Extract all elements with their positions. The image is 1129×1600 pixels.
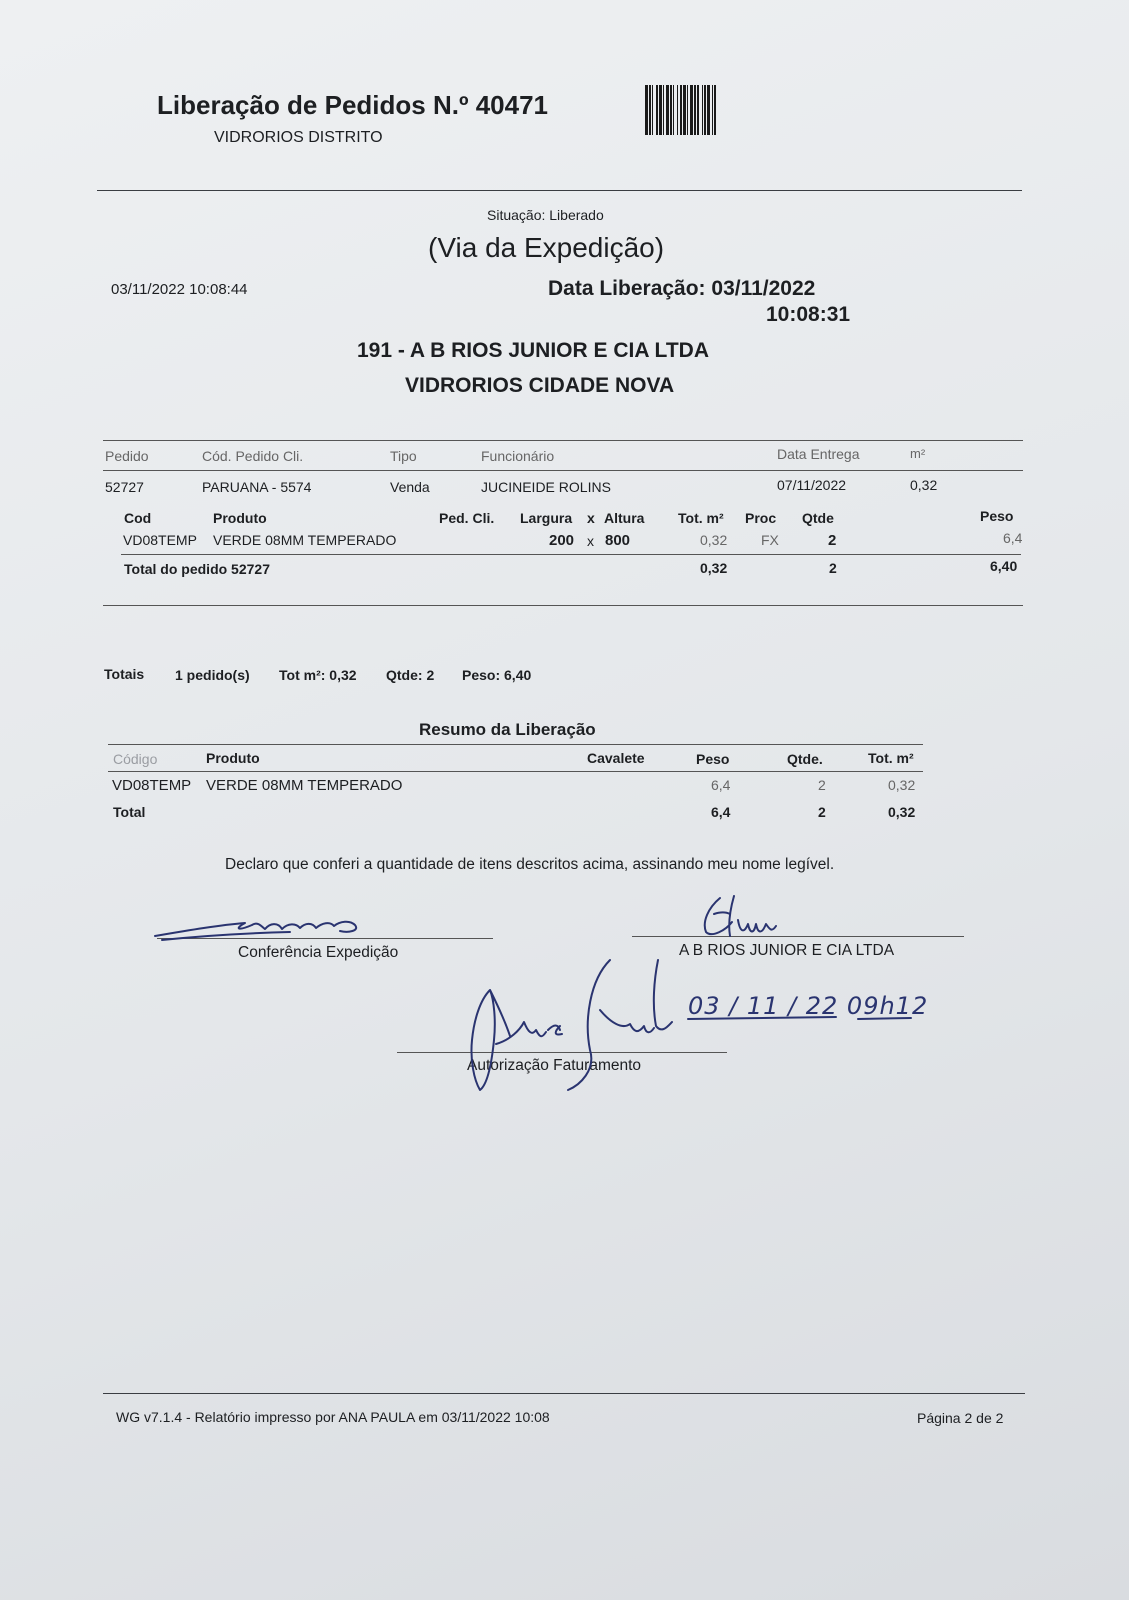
barcode-bar: [670, 85, 672, 135]
release-time: 10:08:31: [766, 303, 851, 326]
barcode-bar: [666, 85, 669, 135]
order-m2: 0,32: [910, 477, 938, 493]
barcode-bar: [707, 85, 710, 135]
barcode-bar: [697, 85, 699, 135]
summary-product: VERDE 08MM TEMPERADO: [206, 777, 403, 794]
autorizacao-signature: [450, 960, 680, 1100]
barcode-bar: [690, 85, 693, 135]
barcode-bar: [677, 85, 678, 135]
summary-total-peso: 6,4: [711, 804, 731, 820]
totals-peso: Peso: 6,40: [462, 667, 532, 683]
col-cod-pedido-cli: Cód. Pedido Cli.: [202, 448, 304, 464]
barcode-bar: [680, 85, 682, 135]
divider: [103, 605, 1023, 606]
footer-page-number: Página 2 de 2: [917, 1410, 1004, 1426]
client-name: 191 - A B RIOS JUNIOR E CIA LTDA: [357, 339, 709, 362]
barcode: [645, 85, 719, 135]
totals-qtde: Qtde: 2: [386, 667, 435, 683]
summary-code: VD08TEMP: [112, 777, 192, 794]
client-order-code: PARUANA - 5574: [202, 479, 312, 495]
printed-timestamp: 03/11/2022 10:08:44: [111, 281, 248, 298]
col-summary-peso: Peso: [696, 751, 730, 767]
col-qtde: Qtde: [802, 510, 834, 526]
item-tot-m2: 0,32: [700, 532, 728, 548]
summary-total-label: Total: [113, 804, 146, 820]
summary-header-rule: [108, 771, 923, 772]
item-height: 800: [605, 532, 631, 549]
barcode-bar: [687, 85, 688, 135]
barcode-bar: [663, 85, 664, 135]
col-summary-produto: Produto: [206, 750, 260, 766]
item-proc: FX: [761, 532, 779, 548]
status-label: Situação: Liberado: [487, 207, 604, 223]
divider: [97, 190, 1022, 191]
item-x: x: [587, 533, 594, 549]
col-peso: Peso: [980, 508, 1014, 524]
table-header-rule: [103, 470, 1023, 471]
delivery-date: 07/11/2022: [777, 477, 847, 493]
col-codigo: Código: [113, 751, 158, 767]
barcode-bar: [702, 85, 703, 135]
col-cavalete: Cavalete: [587, 750, 645, 766]
col-tot-m2: Tot. m²: [678, 510, 724, 526]
item-peso: 6,4: [1003, 530, 1023, 546]
release-date: Data Liberação: 03/11/2022: [548, 277, 816, 300]
summary-top-rule: [108, 744, 923, 745]
footer-rule: [103, 1393, 1025, 1394]
col-ped-cli: Ped. Cli.: [439, 510, 495, 526]
table-top-rule: [103, 440, 1023, 441]
document-title: Liberação de Pedidos N.º 40471: [157, 90, 548, 120]
client-signature: [690, 890, 800, 940]
col-m2: m²: [910, 446, 926, 461]
summary-total-qtde: 2: [818, 804, 826, 820]
summary-title: Resumo da Liberação: [419, 720, 596, 739]
barcode-bar: [704, 85, 706, 135]
totals-orders: 1 pedido(s): [175, 667, 250, 683]
footer-printed-by: WG v7.1.4 - Relatório impresso por ANA PAULA em 03/11/2022 10:08: [116, 1409, 550, 1425]
barcode-bar: [714, 85, 716, 135]
order-total-qtde: 2: [829, 560, 837, 576]
items-total-rule: [121, 554, 1021, 555]
summary-qtde: 2: [818, 777, 826, 793]
order-type: Venda: [390, 479, 430, 495]
order-total-peso: 6,40: [990, 558, 1018, 574]
col-data-entrega: Data Entrega: [777, 446, 860, 462]
conferencia-signature: [150, 905, 380, 945]
item-width: 200: [549, 532, 575, 549]
summary-total-m2: 0,32: [888, 804, 916, 820]
barcode-bar: [683, 85, 686, 135]
handwritten-date-underline: [686, 1014, 926, 1026]
col-proc: Proc: [745, 510, 777, 526]
totals-m2: Tot m²: 0,32: [279, 667, 357, 683]
barcode-bar: [659, 85, 662, 135]
barcode-bar: [649, 85, 651, 135]
totals-label: Totais: [104, 666, 145, 682]
declaration-text: Declaro que conferi a quantidade de itens descritos acima, assinando meu nome legível.: [225, 856, 835, 873]
col-altura: Altura: [604, 510, 645, 526]
col-tipo: Tipo: [390, 448, 417, 464]
summary-peso: 6,4: [711, 777, 731, 793]
col-produto: Produto: [213, 510, 267, 526]
barcode-bar: [673, 85, 674, 135]
col-cod: Cod: [124, 510, 152, 526]
company-name: VIDRORIOS DISTRITO: [214, 129, 383, 146]
item-qtde: 2: [828, 532, 837, 549]
barcode-bar: [652, 85, 653, 135]
barcode-bar: [645, 85, 648, 135]
barcode-bar: [694, 85, 696, 135]
order-total-m2: 0,32: [700, 560, 728, 576]
barcode-bar: [712, 85, 713, 135]
col-summary-qtde: Qtde.: [787, 751, 823, 767]
client-store: VIDRORIOS CIDADE NOVA: [405, 374, 675, 397]
col-pedido: Pedido: [105, 448, 149, 464]
signature-label-autorizacao: Autorização Faturamento: [467, 1057, 642, 1074]
col-funcionario: Funcionário: [481, 448, 555, 464]
col-summary-tot-m2: Tot. m²: [868, 750, 914, 766]
order-number: 52727: [105, 479, 144, 495]
col-largura: Largura: [520, 510, 573, 526]
item-product: VERDE 08MM TEMPERADO: [213, 532, 397, 548]
employee-name: JUCINEIDE ROLINS: [481, 479, 611, 495]
item-code: VD08TEMP: [123, 532, 197, 548]
col-x: x: [587, 510, 595, 526]
signature-label-conferencia: Conferência Expedição: [238, 944, 399, 961]
handwritten-date: 03 / 11 / 22 09h12: [688, 992, 929, 1020]
order-total-label: Total do pedido 52727: [124, 561, 270, 577]
copy-label: (Via da Expedição): [428, 232, 665, 263]
summary-tot-m2: 0,32: [888, 777, 916, 793]
signature-label-client: A B RIOS JUNIOR E CIA LTDA: [679, 942, 895, 959]
barcode-bar: [656, 85, 658, 135]
